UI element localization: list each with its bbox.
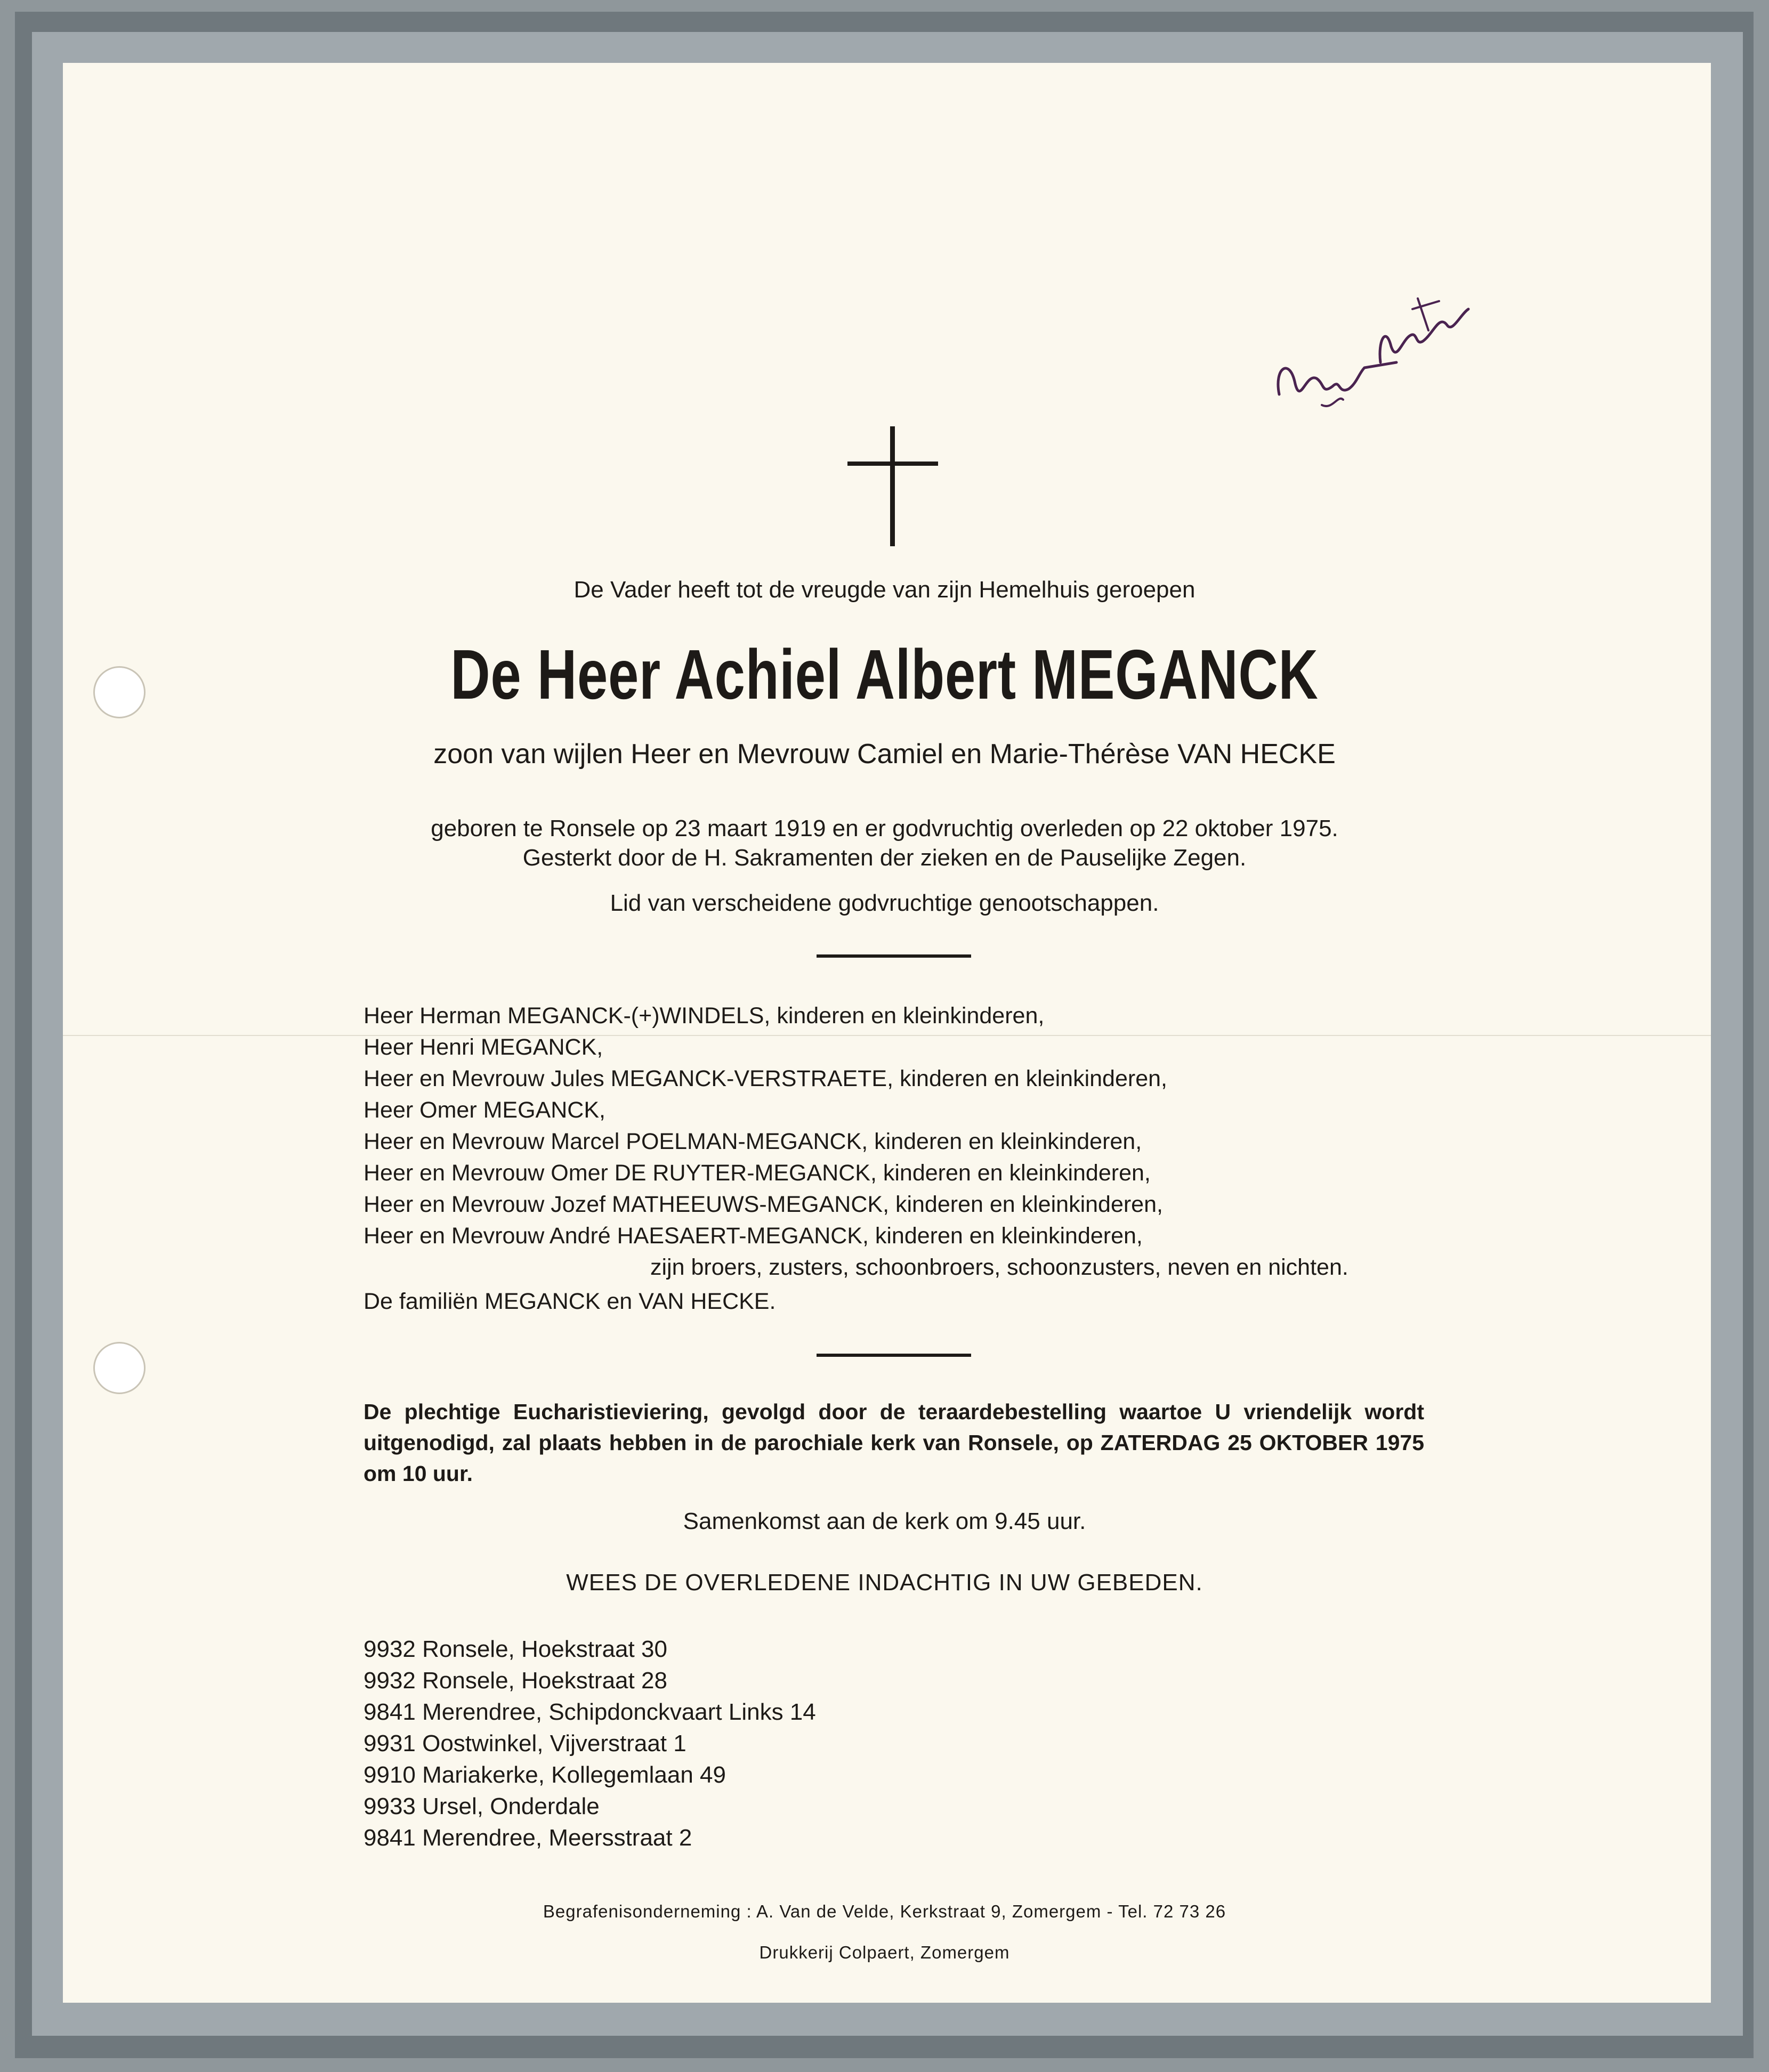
membership-line: Lid van verscheidene godvruchtige genootschappen. xyxy=(610,890,1159,916)
mourner-line: Heer en Mevrouw Marcel POELMAN-MEGANCK, kinderen en kleinkinderen, xyxy=(364,1129,1142,1154)
handwritten-signature xyxy=(1258,234,1482,426)
undertaker-line: Begrafenisonderneming : A. Van de Velde, Kerkstraat 9, Zomergem - Tel. 72 73 26 xyxy=(543,1901,1226,1921)
punch-hole xyxy=(93,666,146,718)
mourner-line: Heer en Mevrouw Jules MEGANCK-VERSTRAETE, kinderen en kleinkinderen, xyxy=(364,1066,1167,1091)
mourner-line: Heer Herman MEGANCK-(+)WINDELS, kinderen en kleinkinderen, xyxy=(364,1003,1045,1029)
parents-line: zoon van wijlen Heer en Mevrouw Camiel en Marie-Thérèse VAN HECKE xyxy=(433,739,1336,770)
address-line: 9910 Mariakerke, Kollegemlaan 49 xyxy=(364,1762,726,1788)
mourner-line: Heer Omer MEGANCK, xyxy=(364,1097,605,1123)
address-line: 9931 Oostwinkel, Vijverstraat 1 xyxy=(364,1730,686,1757)
intro-line: De Vader heeft tot de vreugde van zijn Hemelhuis geroepen xyxy=(573,577,1196,603)
birth-death-line: geboren te Ronsele op 23 maart 1919 en er godvruchtig overleden op 22 oktober 1975. xyxy=(431,815,1338,841)
divider xyxy=(817,1354,971,1357)
deceased-name: De Heer Achiel Albert MEGANCK xyxy=(450,635,1319,714)
families-line: De familiën MEGANCK en VAN HECKE. xyxy=(364,1289,776,1314)
cross-icon xyxy=(847,426,938,546)
service-announcement: De plechtige Eucharistieviering, gevolgd door de teraardebestelling waartoe U vriendelijk wordt uitgenodigd, zal plaats hebben in de parochiale kerk van Ronsele, op ZATERDAG 25 OKTOBER 1975 om 10 uur. xyxy=(364,1399,1424,1486)
prayer-request: WEES DE OVERLEDENE INDACHTIG IN UW GEBEDEN. xyxy=(566,1569,1203,1596)
fold-crease xyxy=(63,1035,1711,1036)
relations-line: zijn broers, zusters, schoonbroers, schoonzusters, neven en nichten. xyxy=(650,1254,1348,1280)
address-line: 9932 Ronsele, Hoekstraat 28 xyxy=(364,1668,667,1694)
mourner-line: Heer en Mevrouw Omer DE RUYTER-MEGANCK, kinderen en kleinkinderen, xyxy=(364,1160,1151,1186)
gathering-line: Samenkomst aan de kerk om 9.45 uur. xyxy=(683,1508,1086,1534)
mourner-line: Heer en Mevrouw André HAESAERT-MEGANCK, kinderen en kleinkinderen, xyxy=(364,1223,1143,1249)
address-line: 9933 Ursel, Onderdale xyxy=(364,1793,600,1819)
address-line: 9841 Merendree, Schipdonckvaart Links 14 xyxy=(364,1699,816,1725)
sacraments-line: Gesterkt door de H. Sakramenten der zieken en de Pauselijke Zegen. xyxy=(522,845,1247,871)
address-line: 9841 Merendree, Meersstraat 2 xyxy=(364,1825,692,1851)
divider xyxy=(817,954,971,958)
printer-line: Drukkerij Colpaert, Zomergem xyxy=(759,1942,1010,1962)
punch-hole xyxy=(93,1342,146,1394)
mourner-line: Heer Henri MEGANCK, xyxy=(364,1034,603,1060)
mourner-line: Heer en Mevrouw Jozef MATHEEUWS-MEGANCK, kinderen en kleinkinderen, xyxy=(364,1192,1163,1217)
address-line: 9932 Ronsele, Hoekstraat 30 xyxy=(364,1636,667,1662)
